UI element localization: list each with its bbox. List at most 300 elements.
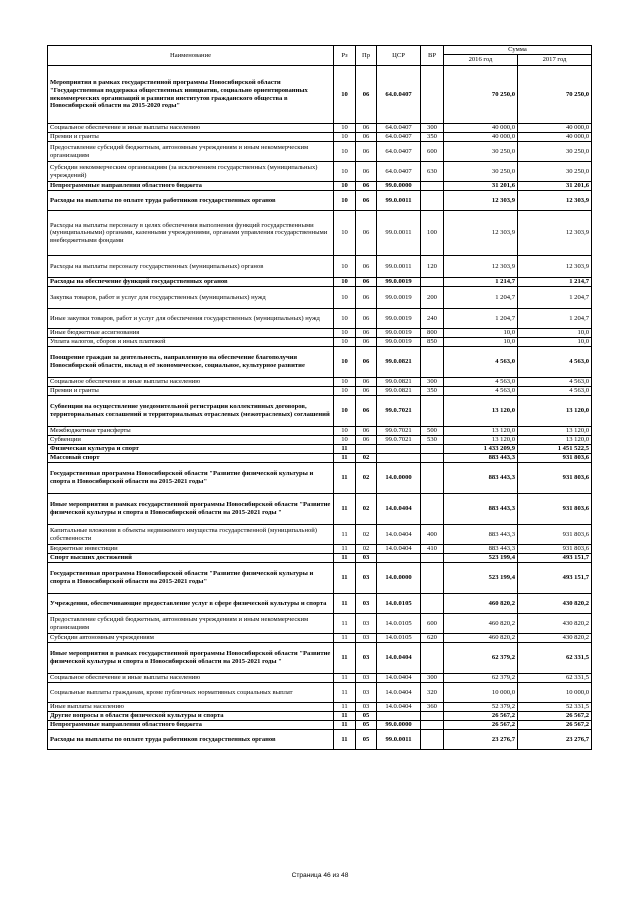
cell-rz: 11 xyxy=(334,463,356,494)
cell-2016: 31 201,6 xyxy=(444,182,518,191)
cell-2016: 460 820,2 xyxy=(444,634,518,643)
cell-2017: 1 214,7 xyxy=(518,278,592,287)
cell-vr: 400 xyxy=(421,525,444,545)
cell-csr: 99.0.0019 xyxy=(377,287,421,309)
cell-csr: 99.0.7021 xyxy=(377,436,421,445)
cell-pr: 02 xyxy=(356,525,377,545)
cell-rz: 10 xyxy=(334,142,356,162)
cell-pr: 02 xyxy=(356,545,377,554)
cell-pr: 03 xyxy=(356,563,377,594)
cell-pr: 05 xyxy=(356,721,377,730)
cell-rz: 10 xyxy=(334,436,356,445)
cell-csr: 64.0.0407 xyxy=(377,162,421,182)
cell-vr: 620 xyxy=(421,634,444,643)
cell-vr xyxy=(421,554,444,563)
cell-2016: 4 563,0 xyxy=(444,378,518,387)
page-number: Страница 46 из 48 xyxy=(291,872,349,879)
cell-vr: 500 xyxy=(421,427,444,436)
cell-vr: 850 xyxy=(421,338,444,347)
cell-rz: 10 xyxy=(334,387,356,396)
cell-pr: 03 xyxy=(356,674,377,683)
cell-csr: 64.0.0407 xyxy=(377,66,421,124)
cell-rz: 10 xyxy=(334,427,356,436)
cell-name: Премии и гранты xyxy=(48,387,334,396)
cell-2017: 4 563,0 xyxy=(518,387,592,396)
cell-csr: 99.0.7021 xyxy=(377,427,421,436)
cell-vr xyxy=(421,278,444,287)
header-2016: 2016 год xyxy=(444,55,518,66)
cell-csr: 99.0.0011 xyxy=(377,730,421,750)
table-row xyxy=(48,634,592,643)
cell-pr: 06 xyxy=(356,329,377,338)
cell-pr: 02 xyxy=(356,494,377,525)
cell-name: Субсидии некоммерческим организациям (за исключением государственных (муниципальных) учреждений) xyxy=(48,162,334,182)
cell-csr: 99.0.0821 xyxy=(377,387,421,396)
cell-2016: 13 120,0 xyxy=(444,427,518,436)
cell-pr: 06 xyxy=(356,338,377,347)
cell-2016: 10 000,0 xyxy=(444,683,518,703)
cell-name: Непрограммные направления областного бюджета xyxy=(48,182,334,191)
cell-pr: 06 xyxy=(356,287,377,309)
table-row xyxy=(48,211,592,256)
cell-name: Расходы на выплаты персоналу в целях обеспечения выполнения функций государственными (муниципальными) органами, казенными учреждениями, органами управления государственными внебюджетными фондами xyxy=(48,211,334,256)
cell-2016: 4 563,0 xyxy=(444,347,518,378)
header-2017: 2017 год xyxy=(518,55,592,66)
table-row xyxy=(48,347,592,378)
table-row xyxy=(48,614,592,634)
cell-csr: 99.0.0821 xyxy=(377,347,421,378)
header-csr: ЦСР xyxy=(377,46,421,66)
cell-2017: 26 567,2 xyxy=(518,712,592,721)
cell-vr: 300 xyxy=(421,674,444,683)
cell-2016: 523 199,4 xyxy=(444,563,518,594)
header-pr: Пр xyxy=(356,46,377,66)
cell-2017: 430 820,2 xyxy=(518,634,592,643)
cell-name: Предоставление субсидий бюджетным, автономным учреждениям и иным некоммерческим организациям xyxy=(48,142,334,162)
cell-2017: 430 820,2 xyxy=(518,614,592,634)
cell-csr: 99.0.0011 xyxy=(377,191,421,211)
cell-name: Уплата налогов, сборов и иных платежей xyxy=(48,338,334,347)
table-row xyxy=(48,256,592,278)
cell-vr xyxy=(421,445,444,454)
table-row xyxy=(48,703,592,712)
cell-vr: 200 xyxy=(421,287,444,309)
cell-pr: 03 xyxy=(356,643,377,674)
cell-name: Другие вопросы в области физической культуры и спорта xyxy=(48,712,334,721)
cell-rz: 10 xyxy=(334,309,356,329)
cell-pr: 06 xyxy=(356,347,377,378)
cell-pr: 06 xyxy=(356,142,377,162)
cell-vr: 800 xyxy=(421,329,444,338)
cell-rz: 11 xyxy=(334,730,356,750)
cell-name: Иные мероприятия в рамках государственной программы Новосибирской области "Развитие физической культуры и спорта в Новосибирской области на 2015-2021 годы " xyxy=(48,643,334,674)
cell-csr: 14.0.0105 xyxy=(377,614,421,634)
cell-csr: 99.0.0011 xyxy=(377,256,421,278)
cell-name: Социальное обеспечение и иные выплаты населению xyxy=(48,124,334,133)
cell-2016: 40 000,0 xyxy=(444,133,518,142)
cell-2016: 70 250,0 xyxy=(444,66,518,124)
table-row xyxy=(48,721,592,730)
cell-vr xyxy=(421,730,444,750)
cell-2016: 523 199,4 xyxy=(444,554,518,563)
table-body xyxy=(48,66,592,750)
cell-2017: 10,0 xyxy=(518,329,592,338)
cell-2016: 13 120,0 xyxy=(444,396,518,427)
cell-2017: 13 120,0 xyxy=(518,436,592,445)
cell-rz: 11 xyxy=(334,445,356,454)
cell-2017: 12 303,9 xyxy=(518,256,592,278)
table-row xyxy=(48,454,592,463)
cell-pr: 06 xyxy=(356,133,377,142)
cell-csr: 14.0.0000 xyxy=(377,563,421,594)
cell-name: Социальное обеспечение и иные выплаты населению xyxy=(48,378,334,387)
cell-vr: 120 xyxy=(421,256,444,278)
table-row xyxy=(48,142,592,162)
cell-pr: 06 xyxy=(356,309,377,329)
cell-name: Расходы на выплаты по оплате труда работников государственных органов xyxy=(48,730,334,750)
cell-rz: 11 xyxy=(334,545,356,554)
table-row xyxy=(48,436,592,445)
cell-name: Бюджетные инвестиции xyxy=(48,545,334,554)
cell-csr xyxy=(377,554,421,563)
cell-2017: 493 151,7 xyxy=(518,563,592,594)
cell-vr: 320 xyxy=(421,683,444,703)
cell-2017: 10,0 xyxy=(518,338,592,347)
cell-csr: 14.0.0000 xyxy=(377,463,421,494)
cell-vr: 300 xyxy=(421,124,444,133)
cell-name: Субвенции xyxy=(48,436,334,445)
cell-rz: 10 xyxy=(334,66,356,124)
cell-2016: 12 303,9 xyxy=(444,211,518,256)
cell-2016: 12 303,9 xyxy=(444,191,518,211)
table-row xyxy=(48,287,592,309)
table-row xyxy=(48,427,592,436)
cell-pr: 03 xyxy=(356,594,377,614)
cell-csr: 64.0.0407 xyxy=(377,133,421,142)
cell-rz: 10 xyxy=(334,329,356,338)
cell-2017: 13 120,0 xyxy=(518,396,592,427)
table-row xyxy=(48,712,592,721)
cell-2016: 1 204,7 xyxy=(444,309,518,329)
cell-rz: 11 xyxy=(334,703,356,712)
cell-rz: 10 xyxy=(334,338,356,347)
cell-vr xyxy=(421,347,444,378)
cell-csr xyxy=(377,445,421,454)
cell-rz: 10 xyxy=(334,287,356,309)
cell-csr: 14.0.0404 xyxy=(377,683,421,703)
cell-2017: 931 803,6 xyxy=(518,454,592,463)
cell-vr: 100 xyxy=(421,211,444,256)
cell-2016: 883 443,3 xyxy=(444,525,518,545)
cell-vr: 530 xyxy=(421,436,444,445)
cell-csr: 14.0.0404 xyxy=(377,674,421,683)
cell-vr xyxy=(421,454,444,463)
cell-pr: 06 xyxy=(356,436,377,445)
cell-2017: 12 303,9 xyxy=(518,191,592,211)
cell-2017: 62 331,5 xyxy=(518,674,592,683)
cell-name: Предоставление субсидий бюджетным, автономным учреждениям и иным некоммерческим организациям xyxy=(48,614,334,634)
cell-rz: 11 xyxy=(334,634,356,643)
cell-pr: 02 xyxy=(356,463,377,494)
cell-2017: 1 204,7 xyxy=(518,309,592,329)
cell-csr xyxy=(377,454,421,463)
cell-vr xyxy=(421,182,444,191)
cell-vr: 350 xyxy=(421,387,444,396)
cell-vr: 600 xyxy=(421,142,444,162)
cell-2017: 12 303,9 xyxy=(518,211,592,256)
cell-rz: 10 xyxy=(334,211,356,256)
table-row xyxy=(48,278,592,287)
cell-name: Иные мероприятия в рамках государственной программы Новосибирской области "Развитие физической культуры и спорта в Новосибирской области на 2015-2021 годы " xyxy=(48,494,334,525)
table-row xyxy=(48,594,592,614)
cell-vr xyxy=(421,643,444,674)
cell-vr: 600 xyxy=(421,614,444,634)
cell-pr: 06 xyxy=(356,182,377,191)
cell-vr xyxy=(421,463,444,494)
cell-2016: 12 303,9 xyxy=(444,256,518,278)
cell-2017: 23 276,7 xyxy=(518,730,592,750)
cell-name: Расходы на обеспечение функций государственных органов xyxy=(48,278,334,287)
table-row xyxy=(48,124,592,133)
cell-2016: 30 250,0 xyxy=(444,162,518,182)
cell-2016: 13 120,0 xyxy=(444,436,518,445)
cell-name: Социальное обеспечение и иные выплаты населению xyxy=(48,674,334,683)
cell-vr: 630 xyxy=(421,162,444,182)
table-row xyxy=(48,730,592,750)
cell-rz: 10 xyxy=(334,378,356,387)
cell-name: Государственная программа Новосибирской области "Развитие физической культуры и спорта в Новосибирской области на 2015-2021 годы" xyxy=(48,463,334,494)
cell-csr: 99.0.0019 xyxy=(377,338,421,347)
cell-rz: 10 xyxy=(334,347,356,378)
cell-csr: 99.0.0019 xyxy=(377,309,421,329)
cell-rz: 11 xyxy=(334,454,356,463)
table-row xyxy=(48,445,592,454)
table-row xyxy=(48,545,592,554)
cell-rz: 10 xyxy=(334,396,356,427)
table-row xyxy=(48,387,592,396)
cell-name: Иные закупки товаров, работ и услуг для обеспечения государственных (муниципальных) нужд xyxy=(48,309,334,329)
cell-2017: 10 000,0 xyxy=(518,683,592,703)
cell-2017: 4 563,0 xyxy=(518,378,592,387)
table-row xyxy=(48,396,592,427)
cell-2017: 62 331,5 xyxy=(518,643,592,674)
cell-2017: 931 803,6 xyxy=(518,525,592,545)
table-row xyxy=(48,309,592,329)
cell-vr xyxy=(421,494,444,525)
cell-vr xyxy=(421,712,444,721)
cell-2017: 30 250,0 xyxy=(518,142,592,162)
cell-rz: 11 xyxy=(334,494,356,525)
cell-pr: 02 xyxy=(356,454,377,463)
cell-name: Социальные выплаты гражданам, кроме публичных нормативных социальных выплат xyxy=(48,683,334,703)
header-rz: Рз xyxy=(334,46,356,66)
cell-csr: 14.0.0404 xyxy=(377,545,421,554)
cell-rz: 10 xyxy=(334,256,356,278)
header-vr: ВР xyxy=(421,46,444,66)
cell-pr: 03 xyxy=(356,554,377,563)
table-row xyxy=(48,563,592,594)
cell-csr: 99.0.7021 xyxy=(377,396,421,427)
budget-table xyxy=(47,45,592,750)
cell-pr: 06 xyxy=(356,162,377,182)
table-row xyxy=(48,683,592,703)
table-row xyxy=(48,191,592,211)
cell-name: Иные выплаты населению xyxy=(48,703,334,712)
cell-2017: 1 451 522,5 xyxy=(518,445,592,454)
cell-name: Субвенции на осуществление уведомительной регистрации коллективных договоров, территориальных соглашений и территориальных отраслевых (межотраслевых) соглашений xyxy=(48,396,334,427)
cell-2016: 883 443,3 xyxy=(444,454,518,463)
table-row xyxy=(48,554,592,563)
table-row xyxy=(48,162,592,182)
cell-csr: 99.0.0000 xyxy=(377,721,421,730)
cell-name: Иные бюджетные ассигнования xyxy=(48,329,334,338)
cell-2017: 13 120,0 xyxy=(518,427,592,436)
cell-2016: 30 250,0 xyxy=(444,142,518,162)
cell-pr: 03 xyxy=(356,703,377,712)
cell-csr: 99.0.0019 xyxy=(377,329,421,338)
cell-csr: 14.0.0404 xyxy=(377,525,421,545)
cell-name: Расходы на выплаты персоналу государственных (муниципальных) органов xyxy=(48,256,334,278)
cell-2016: 26 567,2 xyxy=(444,712,518,721)
cell-2016: 460 820,2 xyxy=(444,594,518,614)
cell-2017: 931 803,6 xyxy=(518,494,592,525)
cell-2017: 40 000,0 xyxy=(518,124,592,133)
cell-name: Субсидии автономным учреждениям xyxy=(48,634,334,643)
cell-pr: 06 xyxy=(356,66,377,124)
cell-2016: 10,0 xyxy=(444,338,518,347)
cell-vr xyxy=(421,66,444,124)
cell-csr: 99.0.0019 xyxy=(377,278,421,287)
cell-2016: 883 443,3 xyxy=(444,545,518,554)
cell-name: Закупка товаров, работ и услуг для государственных (муниципальных) нужд xyxy=(48,287,334,309)
cell-2016: 883 443,3 xyxy=(444,494,518,525)
cell-pr: 06 xyxy=(356,378,377,387)
cell-rz: 11 xyxy=(334,721,356,730)
table-row xyxy=(48,643,592,674)
cell-2017: 31 201,6 xyxy=(518,182,592,191)
cell-name: Расходы на выплаты по оплате труда работников государственных органов xyxy=(48,191,334,211)
cell-2016: 52 379,2 xyxy=(444,703,518,712)
cell-name: Учреждения, обеспечивающие предоставление услуг в сфере физической культуры и спорта xyxy=(48,594,334,614)
cell-2017: 30 250,0 xyxy=(518,162,592,182)
cell-2016: 460 820,2 xyxy=(444,614,518,634)
table-row xyxy=(48,463,592,494)
cell-csr: 64.0.0407 xyxy=(377,142,421,162)
cell-name: Капитальные вложения в объекты недвижимого имущества государственной (муниципальной) собственности xyxy=(48,525,334,545)
cell-vr xyxy=(421,396,444,427)
cell-vr: 350 xyxy=(421,133,444,142)
table-row xyxy=(48,182,592,191)
cell-pr: 06 xyxy=(356,427,377,436)
cell-csr: 14.0.0105 xyxy=(377,594,421,614)
cell-csr: 14.0.0105 xyxy=(377,634,421,643)
cell-rz: 11 xyxy=(334,594,356,614)
cell-vr xyxy=(421,563,444,594)
cell-pr: 03 xyxy=(356,614,377,634)
cell-vr: 240 xyxy=(421,309,444,329)
table-row xyxy=(48,525,592,545)
cell-csr: 14.0.0404 xyxy=(377,494,421,525)
cell-name: Массовый спорт xyxy=(48,454,334,463)
header-name: Наименование xyxy=(48,46,334,66)
cell-2017: 40 000,0 xyxy=(518,133,592,142)
cell-name: Поощрение граждан за деятельность, направленную на обеспечение благополучия Новосибирской области, вклад в её экономическое, социальное, культурное развитие xyxy=(48,347,334,378)
cell-csr: 14.0.0404 xyxy=(377,703,421,712)
cell-pr: 06 xyxy=(356,211,377,256)
header-sum: Сумма xyxy=(444,46,592,55)
cell-2017: 430 820,2 xyxy=(518,594,592,614)
table-row xyxy=(48,66,592,124)
cell-2017: 4 563,0 xyxy=(518,347,592,378)
cell-rz: 11 xyxy=(334,643,356,674)
cell-vr xyxy=(421,721,444,730)
cell-rz: 10 xyxy=(334,191,356,211)
cell-name: Премии и гранты xyxy=(48,133,334,142)
cell-pr: 06 xyxy=(356,387,377,396)
cell-rz: 10 xyxy=(334,278,356,287)
cell-2016: 26 567,2 xyxy=(444,721,518,730)
cell-rz: 11 xyxy=(334,614,356,634)
cell-2017: 931 803,6 xyxy=(518,545,592,554)
cell-2016: 40 000,0 xyxy=(444,124,518,133)
cell-name: Мероприятия в рамках государственной программы Новосибирской области "Государственная поддержка общественных инициатив, социально ориентированных некоммерческих организаций и развития институтов гражданского общества в Новосибирской области на 2015-2020 годы" xyxy=(48,66,334,124)
cell-2016: 10,0 xyxy=(444,329,518,338)
table-row xyxy=(48,133,592,142)
cell-csr xyxy=(377,712,421,721)
cell-pr: 05 xyxy=(356,712,377,721)
cell-pr: 06 xyxy=(356,256,377,278)
cell-name: Спорт высших достижений xyxy=(48,554,334,563)
cell-pr: 06 xyxy=(356,124,377,133)
cell-2016: 1 204,7 xyxy=(444,287,518,309)
cell-2016: 883 443,3 xyxy=(444,463,518,494)
cell-rz: 10 xyxy=(334,124,356,133)
cell-name: Межбюджетные трансферты xyxy=(48,427,334,436)
cell-pr: 06 xyxy=(356,191,377,211)
cell-2016: 23 276,7 xyxy=(444,730,518,750)
cell-pr xyxy=(356,445,377,454)
table-row xyxy=(48,494,592,525)
table-row xyxy=(48,378,592,387)
cell-name: Физическая культура и спорт xyxy=(48,445,334,454)
cell-pr: 03 xyxy=(356,634,377,643)
cell-pr: 03 xyxy=(356,683,377,703)
cell-2017: 52 331,5 xyxy=(518,703,592,712)
cell-pr: 06 xyxy=(356,396,377,427)
cell-2017: 931 803,6 xyxy=(518,463,592,494)
cell-csr: 14.0.0404 xyxy=(377,643,421,674)
cell-rz: 10 xyxy=(334,162,356,182)
cell-rz: 10 xyxy=(334,133,356,142)
cell-2016: 4 563,0 xyxy=(444,387,518,396)
cell-vr: 300 xyxy=(421,378,444,387)
cell-pr: 06 xyxy=(356,278,377,287)
cell-2017: 70 250,0 xyxy=(518,66,592,124)
table-row xyxy=(48,329,592,338)
cell-rz: 11 xyxy=(334,712,356,721)
cell-csr: 99.0.0011 xyxy=(377,211,421,256)
table-row xyxy=(48,674,592,683)
cell-csr: 99.0.0000 xyxy=(377,182,421,191)
table-row xyxy=(48,338,592,347)
cell-name: Государственная программа Новосибирской области "Развитие физической культуры и спорта в Новосибирской области на 2015-2021 годы" xyxy=(48,563,334,594)
cell-rz: 11 xyxy=(334,525,356,545)
cell-2017: 26 567,2 xyxy=(518,721,592,730)
cell-2016: 62 379,2 xyxy=(444,643,518,674)
cell-rz: 11 xyxy=(334,554,356,563)
cell-vr xyxy=(421,594,444,614)
cell-name: Непрограммные направления областного бюджета xyxy=(48,721,334,730)
